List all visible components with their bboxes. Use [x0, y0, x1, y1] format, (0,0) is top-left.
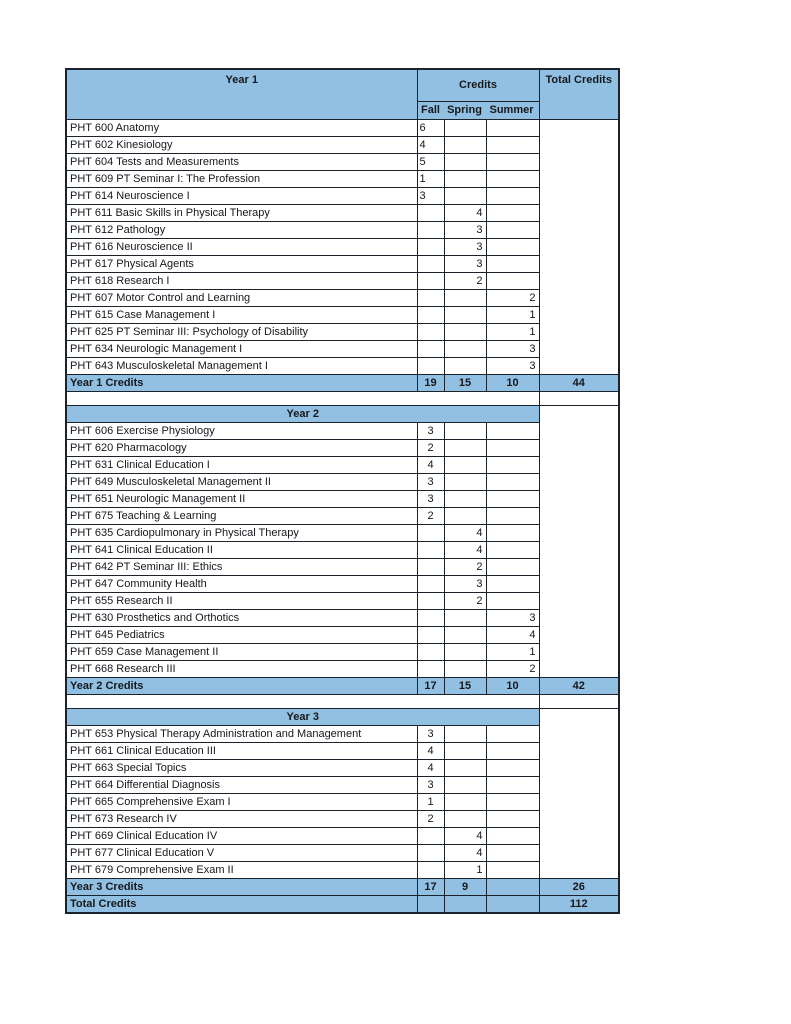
spacer-row: [66, 695, 619, 709]
course-row: [66, 324, 619, 341]
year-total-value-cell: 42: [539, 678, 619, 695]
course-row: [66, 794, 619, 811]
course-row: [66, 239, 619, 256]
course-name-cell: PHT 642 PT Seminar III: Ethics: [66, 559, 417, 576]
summer-credit-cell: [486, 862, 539, 879]
summer-credit-cell: [486, 726, 539, 743]
spring-total-cell: 15: [444, 678, 486, 695]
course-row: [66, 307, 619, 324]
course-name-cell: PHT 664 Differential Diagnosis: [66, 777, 417, 794]
course-name-cell: PHT 679 Comprehensive Exam II: [66, 862, 417, 879]
course-row: [66, 290, 619, 307]
course-name-cell: PHT 665 Comprehensive Exam I: [66, 794, 417, 811]
spring-credit-cell: [444, 154, 486, 171]
course-name-cell: PHT 614 Neuroscience I: [66, 188, 417, 205]
course-row: [66, 222, 619, 239]
section-header-row: [66, 709, 619, 726]
fall-credit-cell: 3: [417, 491, 444, 508]
spring-credit-cell: [444, 188, 486, 205]
fall-credit-cell: [417, 205, 444, 222]
course-row: [66, 457, 619, 474]
course-row: [66, 358, 619, 375]
summer-credit-cell: 1: [486, 644, 539, 661]
fall-credit-cell: [417, 525, 444, 542]
fall-credit-cell: 3: [417, 423, 444, 440]
course-name-cell: PHT 669 Clinical Education IV: [66, 828, 417, 845]
main-header-row: [66, 69, 619, 102]
course-name-cell: PHT 675 Teaching & Learning: [66, 508, 417, 525]
spring-credit-cell: [444, 644, 486, 661]
fall-credit-cell: [417, 828, 444, 845]
totals-label-cell: Year 3 Credits: [66, 879, 417, 896]
summer-credit-cell: [486, 256, 539, 273]
fall-credit-cell: [417, 862, 444, 879]
course-name-cell: PHT 630 Prosthetics and Orthotics: [66, 610, 417, 627]
course-row: [66, 777, 619, 794]
course-name-cell: PHT 647 Community Health: [66, 576, 417, 593]
section-title-cell: Year 2: [66, 406, 539, 423]
course-row: [66, 423, 619, 440]
course-row: [66, 811, 619, 828]
course-row: [66, 862, 619, 879]
fall-credit-cell: 3: [417, 726, 444, 743]
course-name-cell: PHT 607 Motor Control and Learning: [66, 290, 417, 307]
fall-credit-cell: [417, 307, 444, 324]
grand-total-value-cell: 112: [539, 896, 619, 914]
course-name-cell: PHT 635 Cardiopulmonary in Physical Therapy: [66, 525, 417, 542]
spring-credit-cell: 2: [444, 273, 486, 290]
course-name-cell: PHT 645 Pediatrics: [66, 627, 417, 644]
spring-credit-cell: [444, 760, 486, 777]
totals-label-cell: Year 2 Credits: [66, 678, 417, 695]
course-name-cell: PHT 612 Pathology: [66, 222, 417, 239]
fall-credit-cell: [417, 358, 444, 375]
course-name-cell: PHT 616 Neuroscience II: [66, 239, 417, 256]
year-total-value-cell: 44: [539, 375, 619, 392]
course-name-cell: PHT 606 Exercise Physiology: [66, 423, 417, 440]
fall-credit-cell: [417, 239, 444, 256]
grand-total-row: [66, 896, 619, 914]
course-row: [66, 726, 619, 743]
course-row: [66, 525, 619, 542]
spacer-row: [66, 392, 619, 406]
course-name-cell: PHT 659 Case Management II: [66, 644, 417, 661]
course-name-cell: PHT 649 Musculoskeletal Management II: [66, 474, 417, 491]
summer-credit-cell: 3: [486, 358, 539, 375]
spring-credit-cell: 4: [444, 542, 486, 559]
summer-credit-cell: [486, 811, 539, 828]
spring-credit-cell: [444, 794, 486, 811]
summer-credit-cell: [486, 777, 539, 794]
summer-credit-cell: [486, 222, 539, 239]
seasons-header-cell: [417, 102, 539, 120]
spring-credit-cell: [444, 474, 486, 491]
course-name-cell: PHT 600 Anatomy: [66, 120, 417, 137]
summer-credit-cell: [486, 760, 539, 777]
course-row: [66, 341, 619, 358]
fall-credit-cell: 2: [417, 811, 444, 828]
summer-credit-cell: [486, 508, 539, 525]
year-total-merged-cell: [539, 120, 619, 375]
course-row: [66, 440, 619, 457]
fall-credit-cell: [417, 341, 444, 358]
summer-credit-cell: 3: [486, 610, 539, 627]
course-name-cell: PHT 620 Pharmacology: [66, 440, 417, 457]
spring-credit-cell: [444, 726, 486, 743]
summer-credit-cell: [486, 120, 539, 137]
course-row: [66, 559, 619, 576]
grand-total-fall-cell: [417, 896, 444, 914]
course-name-cell: PHT 618 Research I: [66, 273, 417, 290]
spring-credit-cell: [444, 627, 486, 644]
year-total-merged-cell: [539, 406, 619, 678]
spring-credit-cell: [444, 358, 486, 375]
summer-credit-cell: [486, 593, 539, 610]
spring-credit-cell: [444, 137, 486, 154]
spring-credit-cell: 3: [444, 256, 486, 273]
summer-credit-cell: [486, 491, 539, 508]
section-totals-row: [66, 375, 619, 392]
course-row: [66, 593, 619, 610]
fall-credit-cell: [417, 661, 444, 678]
spacer-total-cell: [539, 695, 619, 709]
fall-credit-cell: 3: [417, 474, 444, 491]
summer-credit-cell: [486, 457, 539, 474]
spring-credit-cell: [444, 661, 486, 678]
course-row: [66, 273, 619, 290]
course-row: [66, 828, 619, 845]
summer-credit-cell: [486, 440, 539, 457]
course-name-cell: PHT 641 Clinical Education II: [66, 542, 417, 559]
summer-credit-cell: [486, 137, 539, 154]
summer-credit-cell: [486, 525, 539, 542]
fall-credit-cell: [417, 559, 444, 576]
course-name-cell: PHT 677 Clinical Education V: [66, 845, 417, 862]
fall-credit-cell: 6: [417, 120, 444, 137]
summer-credit-cell: 4: [486, 627, 539, 644]
spring-credit-cell: [444, 324, 486, 341]
season-label-summer: Summer: [489, 104, 534, 116]
course-row: [66, 508, 619, 525]
course-row: [66, 627, 619, 644]
fall-credit-cell: 4: [417, 137, 444, 154]
season-label-fall: Fall: [421, 104, 440, 116]
fall-total-cell: 19: [417, 375, 444, 392]
summer-credit-cell: [486, 188, 539, 205]
course-row: [66, 743, 619, 760]
fall-credit-cell: 4: [417, 743, 444, 760]
spring-credit-cell: [444, 307, 486, 324]
fall-credit-cell: 1: [417, 794, 444, 811]
course-row: [66, 542, 619, 559]
course-name-cell: PHT 663 Special Topics: [66, 760, 417, 777]
summer-total-cell: 10: [486, 375, 539, 392]
fall-credit-cell: [417, 644, 444, 661]
course-name-cell: PHT 673 Research IV: [66, 811, 417, 828]
summer-credit-cell: [486, 576, 539, 593]
spring-credit-cell: [444, 457, 486, 474]
fall-credit-cell: 1: [417, 171, 444, 188]
course-row: [66, 610, 619, 627]
course-row: [66, 474, 619, 491]
course-name-cell: PHT 655 Research II: [66, 593, 417, 610]
course-name-cell: PHT 631 Clinical Education I: [66, 457, 417, 474]
credits-header-cell: Credits: [417, 69, 539, 102]
course-row: [66, 171, 619, 188]
course-row: [66, 845, 619, 862]
spring-credit-cell: [444, 743, 486, 760]
fall-credit-cell: [417, 627, 444, 644]
spring-credit-cell: [444, 508, 486, 525]
fall-credit-cell: [417, 576, 444, 593]
course-name-cell: PHT 611 Basic Skills in Physical Therapy: [66, 205, 417, 222]
fall-credit-cell: 4: [417, 457, 444, 474]
summer-credit-cell: [486, 743, 539, 760]
summer-credit-cell: [486, 273, 539, 290]
spring-credit-cell: 4: [444, 205, 486, 222]
course-row: [66, 576, 619, 593]
spring-credit-cell: [444, 171, 486, 188]
fall-credit-cell: [417, 290, 444, 307]
course-row: [66, 137, 619, 154]
course-row: [66, 154, 619, 171]
curriculum-table: [65, 68, 620, 914]
course-name-cell: PHT 661 Clinical Education III: [66, 743, 417, 760]
spring-credit-cell: [444, 341, 486, 358]
summer-credit-cell: 1: [486, 307, 539, 324]
summer-credit-cell: [486, 828, 539, 845]
summer-total-cell: [486, 879, 539, 896]
summer-credit-cell: [486, 559, 539, 576]
fall-credit-cell: 4: [417, 760, 444, 777]
course-name-cell: PHT 643 Musculoskeletal Management I: [66, 358, 417, 375]
fall-credit-cell: 2: [417, 440, 444, 457]
fall-credit-cell: 2: [417, 508, 444, 525]
fall-credit-cell: [417, 273, 444, 290]
section-totals-row: [66, 879, 619, 896]
fall-credit-cell: 3: [417, 188, 444, 205]
course-row: [66, 120, 619, 137]
totals-label-cell: Year 1 Credits: [66, 375, 417, 392]
total-credits-header-cell: Total Credits: [539, 69, 619, 120]
spring-credit-cell: 1: [444, 862, 486, 879]
section-header-row: [66, 406, 619, 423]
spring-credit-cell: 4: [444, 828, 486, 845]
summer-credit-cell: [486, 845, 539, 862]
course-row: [66, 760, 619, 777]
summer-credit-cell: 3: [486, 341, 539, 358]
spacer-total-cell: [539, 392, 619, 406]
course-name-cell: PHT 609 PT Seminar I: The Profession: [66, 171, 417, 188]
spring-credit-cell: [444, 491, 486, 508]
summer-credit-cell: 2: [486, 661, 539, 678]
spring-credit-cell: [444, 423, 486, 440]
fall-credit-cell: 5: [417, 154, 444, 171]
spacer-main-cell: [66, 695, 539, 709]
grand-total-spring-cell: [444, 896, 486, 914]
spring-total-cell: 9: [444, 879, 486, 896]
summer-credit-cell: [486, 171, 539, 188]
summer-credit-cell: 2: [486, 290, 539, 307]
spring-credit-cell: [444, 290, 486, 307]
fall-credit-cell: [417, 610, 444, 627]
spring-credit-cell: [444, 777, 486, 794]
spring-credit-cell: 4: [444, 525, 486, 542]
course-name-cell: PHT 653 Physical Therapy Administration and Management: [66, 726, 417, 743]
summer-credit-cell: 1: [486, 324, 539, 341]
course-row: [66, 661, 619, 678]
course-name-cell: PHT 625 PT Seminar III: Psychology of Disability: [66, 324, 417, 341]
spring-credit-cell: [444, 440, 486, 457]
fall-credit-cell: 3: [417, 777, 444, 794]
spring-credit-cell: 3: [444, 239, 486, 256]
fall-credit-cell: [417, 593, 444, 610]
year-total-value-cell: 26: [539, 879, 619, 896]
summer-credit-cell: [486, 542, 539, 559]
fall-credit-cell: [417, 222, 444, 239]
fall-credit-cell: [417, 542, 444, 559]
course-name-cell: PHT 634 Neurologic Management I: [66, 341, 417, 358]
fall-total-cell: 17: [417, 678, 444, 695]
grand-total-label-cell: Total Credits: [66, 896, 417, 914]
spring-credit-cell: 2: [444, 593, 486, 610]
summer-credit-cell: [486, 154, 539, 171]
course-name-cell: PHT 668 Research III: [66, 661, 417, 678]
course-name-cell: PHT 602 Kinesiology: [66, 137, 417, 154]
course-row: [66, 256, 619, 273]
summer-credit-cell: [486, 794, 539, 811]
spring-credit-cell: 2: [444, 559, 486, 576]
summer-credit-cell: [486, 423, 539, 440]
fall-credit-cell: [417, 845, 444, 862]
fall-credit-cell: [417, 256, 444, 273]
spacer-main-cell: [66, 392, 539, 406]
course-row: [66, 205, 619, 222]
year-total-merged-cell: [539, 709, 619, 879]
spring-credit-cell: [444, 120, 486, 137]
course-name-cell: PHT 615 Case Management I: [66, 307, 417, 324]
summer-credit-cell: [486, 239, 539, 256]
section-totals-row: [66, 678, 619, 695]
section-title-cell: Year 3: [66, 709, 539, 726]
spring-credit-cell: 3: [444, 222, 486, 239]
fall-credit-cell: [417, 324, 444, 341]
summer-credit-cell: [486, 205, 539, 222]
course-row: [66, 188, 619, 205]
fall-total-cell: 17: [417, 879, 444, 896]
summer-total-cell: 10: [486, 678, 539, 695]
course-name-cell: PHT 604 Tests and Measurements: [66, 154, 417, 171]
grand-total-summer-cell: [486, 896, 539, 914]
spring-credit-cell: [444, 610, 486, 627]
course-row: [66, 491, 619, 508]
course-name-cell: PHT 617 Physical Agents: [66, 256, 417, 273]
year-1-header-cell: Year 1: [66, 69, 417, 120]
season-label-spring: Spring: [447, 104, 482, 116]
spring-total-cell: 15: [444, 375, 486, 392]
spring-credit-cell: 3: [444, 576, 486, 593]
summer-credit-cell: [486, 474, 539, 491]
course-name-cell: PHT 651 Neurologic Management II: [66, 491, 417, 508]
spring-credit-cell: 4: [444, 845, 486, 862]
course-row: [66, 644, 619, 661]
spring-credit-cell: [444, 811, 486, 828]
